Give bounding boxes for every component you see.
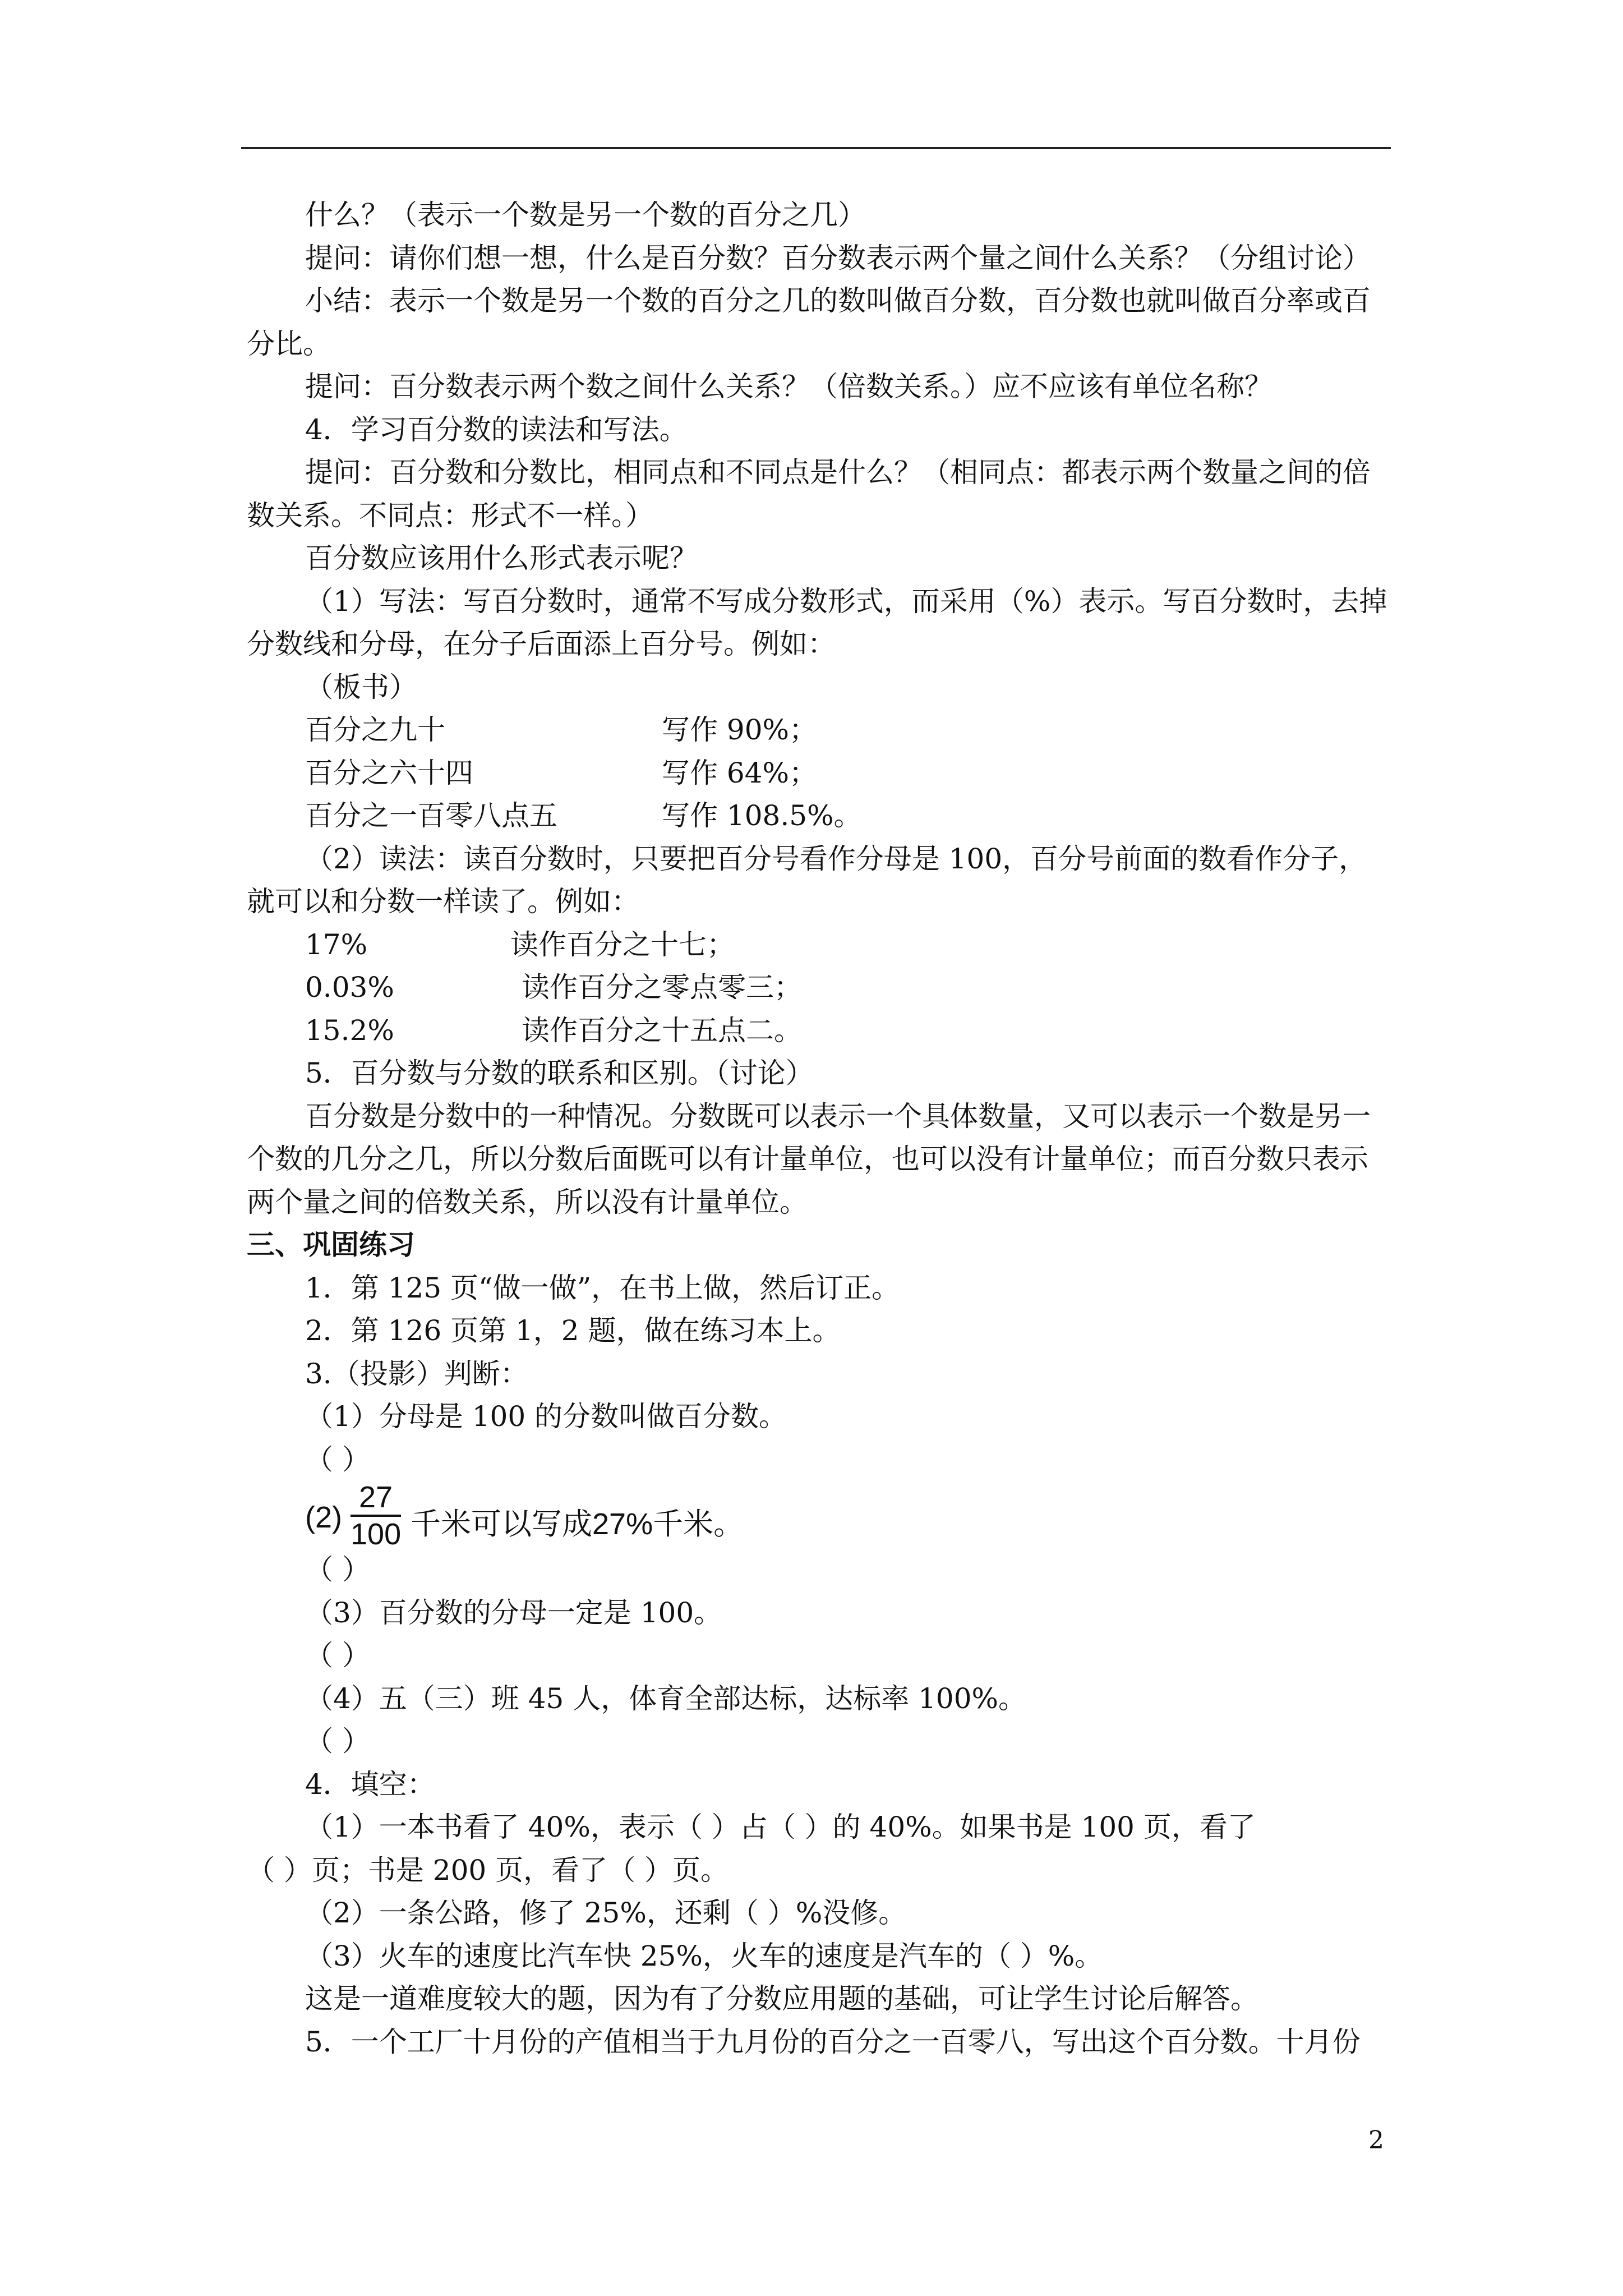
text-line: 什么？（表示一个数是另一个数的百分之几） (305, 199, 866, 231)
text-line: 提问：百分数和分数比，相同点和不同点是什么？（相同点：都表示两个数量之间的倍 (305, 456, 1371, 489)
question-text: 千米可以写成27%千米。 (411, 1507, 744, 1541)
header-rule (241, 147, 1391, 149)
text-line: 5．一个工厂十月份的产值相当于九月份的百分之一百零八，写出这个百分数。十月份 (305, 2025, 1361, 2058)
write-example-row (247, 708, 1402, 752)
text-line: 分比。 (247, 327, 331, 360)
text-line: （3）火车的速度比汽车快 25%，火车的速度是汽车的（ ）%。 (305, 1939, 1103, 1972)
text-line: 提问：请你们想一想，什么是百分数？百分数表示两个量之间什么关系？（分组讨论） (305, 241, 1371, 274)
read-example-row (247, 1009, 1402, 1052)
example-written: 写作 90%； (662, 714, 818, 746)
text-line: 两个量之间的倍数关系，所以没有计量单位。 (247, 1185, 808, 1218)
text-line: （1）一本书看了 40%，表示（ ）占（ ）的 40%。如果书是 100 页，看了 (305, 1811, 1256, 1843)
fraction-numerator: 27 (358, 1480, 393, 1514)
text-line: 小结：表示一个数是另一个数的百分之几的数叫做百分数，百分数也就叫做百分率或百 (305, 284, 1371, 317)
text-line: 百分数是分数中的一种情况。分数既可以表示一个具体数量，又可以表示一个数是另一 (305, 1099, 1371, 1133)
example-reading: 读作百分之零点零三； (522, 971, 802, 1004)
fraction (351, 1481, 401, 1550)
text-line: 5．百分数与分数的联系和区别。（讨论） (305, 1057, 814, 1089)
answer-blank: （ ） (305, 1639, 370, 1672)
fraction-denominator: 100 (351, 1517, 402, 1551)
text-line: 个数的几分之几，所以分数后面既可以有计量单位，也可以没有计量单位；而百分数只表示 (247, 1143, 1368, 1175)
text-line: 就可以和分数一样读了。例如： (247, 885, 639, 918)
text-line: 这是一道难度较大的题，因为有了分数应用题的基础，可让学生讨论后解答。 (305, 1982, 1258, 2015)
example-number: 15.2% (305, 1014, 394, 1047)
text-line: （1）写法：写百分数时，通常不写成分数形式，而采用（%）表示。写百分数时，去掉 (305, 585, 1387, 618)
write-example-row (247, 794, 1402, 838)
fraction-bar (351, 1515, 401, 1517)
section-heading: 三、巩固练习 (247, 1228, 415, 1261)
answer-blank: （ ） (305, 1553, 370, 1586)
read-example-row (247, 966, 1402, 1009)
question-label: (2) (305, 1501, 342, 1534)
example-number: 17% (305, 928, 368, 961)
text-line: 提问：百分数表示两个数之间什么关系？（倍数关系。）应不应该有单位名称？ (305, 370, 1272, 403)
example-words: 百分之六十四 (305, 756, 473, 789)
text-line: （ ）页；书是 200 页，看了（ ）页。 (247, 1853, 729, 1887)
text-line: （4）五（三）班 45 人，体育全部达标，达标率 100%。 (305, 1682, 1027, 1715)
document-body (247, 194, 1402, 2063)
example-words: 百分之一百零八点五 (305, 799, 557, 832)
text-line: 数关系。不同点：形式不一样。） (247, 499, 653, 532)
example-written: 写作 64%； (662, 756, 818, 789)
text-line: （3）百分数的分母一定是 100。 (305, 1596, 722, 1629)
example-written: 写作 108.5%。 (662, 799, 862, 832)
text-line: 2．第 126 页第 1，2 题，做在练习本上。 (305, 1314, 841, 1347)
text-line: （板书） (305, 670, 417, 703)
read-example-row (247, 923, 1402, 967)
write-example-row (247, 752, 1402, 795)
example-reading: 读作百分之十五点二。 (522, 1014, 802, 1047)
text-line: 4．填空： (305, 1768, 435, 1801)
example-reading: 读作百分之十七； (510, 928, 735, 961)
text-line: （2）读法：读百分数时，只要把百分号看作分母是 100，百分号前面的数看作分子， (305, 842, 1367, 875)
text-line: 百分数应该用什么形式表示呢？ (305, 542, 698, 574)
answer-blank: （ ） (305, 1443, 370, 1476)
text-line: （2）一条公路，修了 25%，还剩（ ）%没修。 (305, 1897, 907, 1929)
text-line: （1）分母是 100 的分数叫做百分数。 (305, 1400, 787, 1433)
example-number: 0.03% (305, 971, 394, 1004)
fraction-question (247, 1480, 1402, 1551)
page-number: 2 (1368, 2126, 1384, 2155)
text-line: 1．第 125 页“做一做”，在书上做，然后订正。 (305, 1271, 900, 1304)
answer-blank: （ ） (305, 1725, 370, 1757)
text-line: 分数线和分母，在分子后面添上百分号。例如： (247, 628, 836, 660)
text-line: 3.（投影）判断： (305, 1357, 528, 1390)
text-line: 4．学习百分数的读法和写法。 (305, 413, 688, 446)
example-words: 百分之九十 (305, 714, 445, 746)
